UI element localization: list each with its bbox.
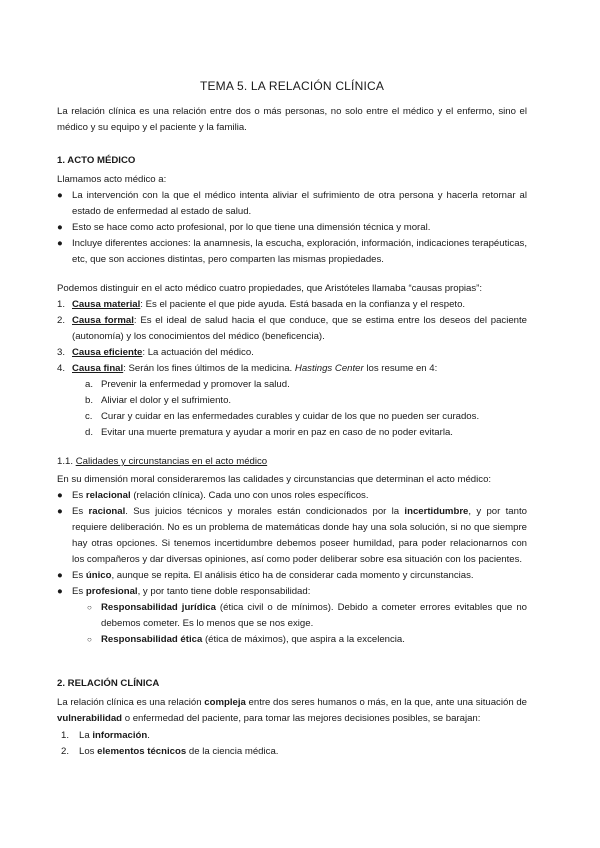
section-heading: 2. RELACIÓN CLÍNICA — [57, 678, 160, 689]
document-title: TEMA 5. LA RELACIÓN CLÍNICA — [199, 79, 385, 93]
list-item: 3. Causa eficiente: La actuación del médico. — [57, 347, 254, 358]
numbered-list — [57, 728, 527, 760]
bullet-icon: ● — [57, 238, 63, 249]
causes-lead: Podemos distinguir en el acto médico cuatro propiedades, que Aristóteles llamaba “causas propias”: — [57, 283, 483, 294]
section-acto-medico — [57, 153, 527, 169]
intro-text: La relación clínica es una relación entre dos o más personas, no solo entre el médico y el enfermo, sino el médico y su equipo y el paciente y la familia. — [57, 106, 527, 133]
section-heading: 1. ACTO MÉDICO — [57, 155, 136, 166]
acto-medico-definition — [57, 172, 527, 268]
intro-paragraph — [57, 104, 527, 136]
sub-bullet-list — [57, 600, 527, 648]
list-item: ● La intervención con la que el médico intenta aliviar el sufrimiento de otra persona y hacerla retornar al estado de enfermedad al estado de salud. — [57, 190, 527, 217]
list-item: ● Es profesional, y por tanto tiene doble responsabilidad: — [57, 584, 527, 600]
causes-list — [57, 297, 527, 377]
list-item: 2. Causa formal: Es el ideal de salud hacia el que conduce, que se estima entre los deseos del paciente (autonomía) y los conocimientos del médico (beneficencia). — [57, 315, 528, 342]
lead-text: En su dimensión moral consideraremos las calidades y circunstancias que determinan el acto médico: — [57, 474, 492, 485]
list-item: a. Prevenir la enfermedad y promover la salud. — [85, 379, 290, 390]
list-item: ● Es racional. Sus juicios técnicos y morales están condicionados por la incertidumbre, y por tanto requiere deliberación. No es un problema de matemáticas donde hay una sola solución, si no que siempre hay otras opciones. Si tenemos incertidumbre debemos poseer humildad, para poder relacionarnos con los compañeros y dar diversas opiniones, así como poder deliberar sobre esa situación con los pacientes. — [57, 506, 527, 565]
bullet-list — [57, 188, 527, 268]
section-relacion-clinica — [57, 676, 527, 692]
section-calidades — [57, 454, 527, 648]
list-item: ○ Responsabilidad ética (ética de máximos), que aspira a la excelencia. — [57, 632, 527, 648]
causes-block — [57, 281, 527, 441]
list-item: 1. Causa material: Es el paciente el que pide ayuda. Está basada en la confianza y el respeto. — [57, 299, 466, 310]
circle-bullet-icon: ○ — [87, 603, 92, 612]
bullet-list — [57, 488, 527, 600]
ends-list — [57, 377, 527, 441]
list-item: ○ Responsabilidad jurídica (ética civil o de mínimos). Debido a cometer errores evitables que no debemos cometer. Es lo menos que se nos exige. — [87, 602, 527, 629]
list-item: c. Curar y cuidar en las enfermedades curables y cuidar de los que no pueden ser curados. — [85, 411, 480, 422]
paragraph: La relación clínica es una relación compleja entre dos seres humanos o más, en la que, ante una situación de vulnerabilidad o enfermedad del paciente, para tomar las mejores decisiones posibles, se barajan: — [57, 697, 528, 724]
list-item: b. Aliviar el dolor y el sufrimiento. — [85, 395, 232, 406]
bullet-icon: ● — [57, 506, 63, 517]
bullet-icon: ● — [57, 586, 63, 597]
relacion-clinica-body — [57, 695, 527, 760]
lead-text: Llamamos acto médico a: — [57, 174, 167, 185]
list-item: 4. Causa final: Serán los fines últimos de la medicina. Hastings Center los resume en 4: — [57, 363, 438, 374]
list-item: 2. Los elementos técnicos de la ciencia médica. — [61, 746, 279, 757]
list-item: ● Es único, aunque se repita. El análisis ético ha de considerar cada momento y circunstancias. — [57, 568, 527, 584]
list-item: ● Incluye diferentes acciones: la anamnesis, la escucha, exploración, información, indicaciones terapéuticas, etc, que son acciones distintas, pero comparten las mismas propiedades. — [57, 238, 527, 265]
bullet-icon: ● — [57, 490, 63, 501]
subsection-heading: 1.1. Calidades y circunstancias en el acto médico — [57, 456, 268, 467]
bullet-icon: ● — [57, 190, 63, 201]
list-item: d. Evitar una muerte prematura y ayudar a morir en paz en caso de no poder evitarla. — [85, 427, 453, 438]
list-item: ● Esto se hace como acto profesional, por lo que tiene una dimensión técnica y moral. — [57, 220, 527, 236]
bullet-icon: ● — [57, 570, 63, 581]
list-item: ● Es relacional (relación clínica). Cada uno con unos roles específicos. — [57, 488, 527, 504]
circle-bullet-icon: ○ — [87, 635, 92, 644]
list-item: 1. La información. — [61, 730, 150, 741]
bullet-icon: ● — [57, 222, 63, 233]
